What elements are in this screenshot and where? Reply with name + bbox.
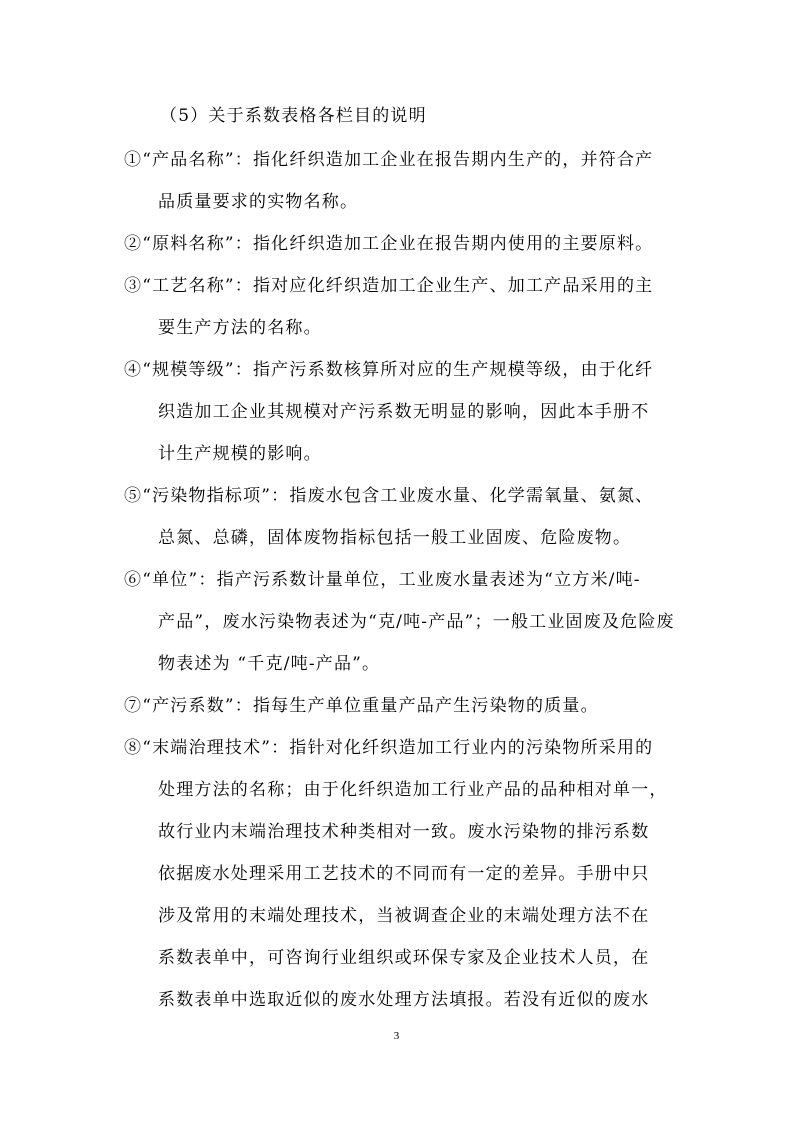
item-4-line-2: 织造加工企业其规模对产污系数无明显的影响，因此本手册不: [158, 402, 650, 422]
item-3-line-1: ③“工艺名称”：指对应化纤织造加工企业生产、加工产品采用的主: [124, 276, 654, 296]
item-8-line-7: 系数表单中选取近似的废水处理方法填报。若没有近似的废水: [158, 990, 650, 1010]
item-4-line-1: ④“规模等级”：指产污系数核算所对应的生产规模等级，由于化纤: [124, 360, 654, 380]
item-5-line-1: ⑤“污染物指标项”：指废水包含工业废水量、化学需氧量、氨氮、: [124, 486, 654, 506]
item-6-line-1: ⑥“单位”：指产污系数计量单位，工业废水量表述为“立方米/吨-: [124, 570, 641, 590]
item-8-line-3: 故行业内末端治理技术种类相对一致。废水污染物的排污系数: [158, 822, 650, 842]
item-8-line-6: 系数表单中，可咨询行业组织或环保专家及企业技术人员，在: [158, 948, 650, 968]
section-heading: （5）关于系数表格各栏目的说明: [160, 106, 427, 126]
item-2-line-1: ②“原料名称”：指化纤织造加工企业在报告期内使用的主要原料。: [124, 234, 654, 254]
item-8-line-5: 涉及常用的末端处理技术，当被调查企业的末端处理方法不在: [158, 906, 650, 926]
item-8-line-4: 依据废水处理采用工艺技术的不同而有一定的差异。手册中只: [158, 864, 650, 884]
item-3-line-2: 要生产方法的名称。: [158, 318, 322, 338]
item-4-line-3: 计生产规模的影响。: [158, 444, 322, 464]
item-8-line-1: ⑧“末端治理技术”：指针对化纤织造加工行业内的污染物所采用的: [124, 738, 654, 758]
item-1-line-1: ①“产品名称”：指化纤织造加工企业在报告期内生产的，并符合产: [124, 150, 654, 170]
page-number: 3: [393, 1030, 400, 1042]
item-6-line-2: 产品”，废水污染物表述为“克/吨-产品”；一般工业固废及危险废: [158, 612, 675, 632]
item-5-line-2: 总氮、总磷，固体废物指标包括一般工业固废、危险废物。: [158, 528, 632, 548]
item-6-line-3: 物表述为 “千克/吨-产品”。: [158, 654, 381, 674]
item-7-line-1: ⑦“产污系数”：指每生产单位重量产品产生污染物的质量。: [124, 696, 599, 716]
item-1-line-2: 品质量要求的实物名称。: [158, 192, 359, 212]
item-8-line-2: 处理方法的名称；由于化纤织造加工行业产品的品种相对单一，: [158, 780, 668, 800]
